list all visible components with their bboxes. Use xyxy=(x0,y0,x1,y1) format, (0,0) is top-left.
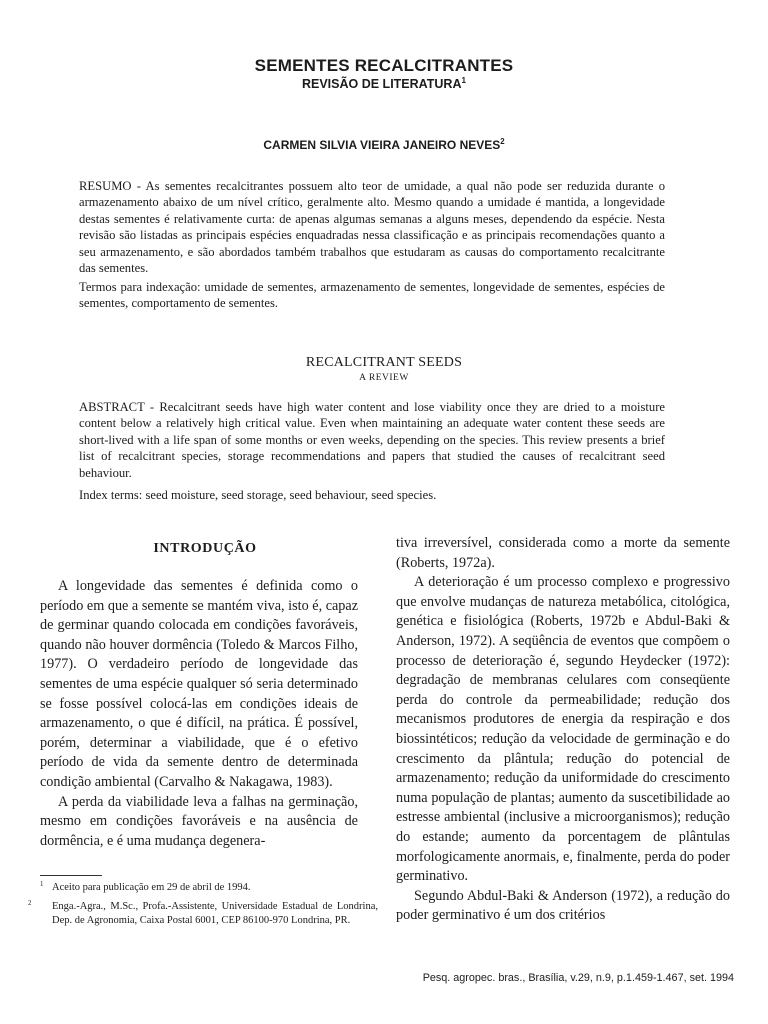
right-column xyxy=(396,534,730,926)
paper-subtitle-text: REVISÃO DE LITERATURA xyxy=(301,77,462,91)
left-column xyxy=(40,577,358,851)
paper-title: SEMENTES RECALCITRANTES xyxy=(254,56,514,75)
termos-para-indexacao: Termos para indexação: umidade de sementes, armazenamento de sementes, longevidade de sementes, espécies de sementes, comportamento de sementes. xyxy=(79,280,665,311)
abstract-text: - Recalcitrant seeds have high water content and lose viability once they are dried to a moisture content below a relatively high critical value. Even when maintaining an adequate water content these seeds are short-lived with a life span of some months or even weeks, depending on the species. This review presents a brief list of recalcitrant species, storage recommendations and papers that studied the causes of recalcitrant seed behaviour. xyxy=(79,400,665,480)
footnote-divider xyxy=(40,875,102,876)
author-name: CARMEN SILVIA VIEIRA JANEIRO NEVES xyxy=(263,138,501,152)
body-paragraph: A longevidade das sementes é definida como o período em que a semente se mantém viva, isto é, capaz de germinar quando colocada em condições favoráveis, quando não houver dormência (Toledo & Marcos Filho, 1977). O verdadeiro período de longevidade das sementes de uma espécie qualquer só seria determinado se fosse possível colocá-las em condições ideais de armazenamento, o que é difícil, na prática. É possível, porém, determinar a viabilidade, que é o efetivo período de vida da semente dentro de determinada condição ambiental (Carvalho & Nakagawa, 1983). xyxy=(40,578,358,790)
abstract-paragraph xyxy=(79,399,665,481)
footnote-text: Aceito para publicação em 29 de abril de 1994. xyxy=(52,882,251,893)
english-subtitle: A REVIEW xyxy=(359,373,409,383)
footnote-text: Enga.-Agra., M.Sc., Profa.-Assistente, Universidade Estadual de Londrina, Dep. de Agronomia, Caixa Postal 6001, CEP 86100-970 Londrina, PR. xyxy=(52,901,378,926)
footnote-2: $^2$ Enga.-Agra., M.Sc., Profa.-Assistente, Universidade Estadual de Londrina, Dep. de Agronomia, Caixa Postal 6001, CEP 86100-970 Londrina, PR. xyxy=(28,899,378,926)
body-paragraph: Segundo Abdul-Baki & Anderson (1972), a redução do poder germinativo é um dos critérios xyxy=(396,887,730,924)
subtitle-footnote-mark: 1 xyxy=(461,75,466,85)
journal-citation-footer: Pesq. agropec. bras., Brasília, v.29, n.9, p.1.459-1.467, set. 1994 xyxy=(422,972,734,984)
body-paragraph: A deterioração é um processo complexo e progressivo que envolve mudanças de natureza metabólica, citológica, genética e fisiológica (Roberts, 1972b e Abdul-Baki & Anderson, 1972). A seqüência de eventos que compõem o processo de deterioração é, segundo Heydecker (1972): degradação de membranas celulares com conseqüente perda do controle da permeabilidade; redução dos mecanismos produtores de energia da respiração e dos biossintéticos; redução da velocidade de germinação e do crescimento da plântula; redução do potencial de armazenamento; redução da uniformidade do crescimento numa população de plantas; aumento da suscetibilidade ao estresse ambiental (inclusive a microorganismos); redução do estande; aumento da porcentagem de plântulas morfologicamente anormais, e, finalmente, perda do poder germinativo. xyxy=(396,574,730,885)
section-heading-introducao: INTRODUÇÃO xyxy=(153,541,257,556)
footnote-1: $^1$ Aceito para publicação em 29 de abril de 1994. xyxy=(40,880,251,893)
index-terms: Index terms: seed moisture, seed storage, seed behaviour, seed species. xyxy=(79,488,437,502)
body-paragraph-continuation: tiva irreversível, considerada como a morte da semente (Roberts, 1972a). xyxy=(396,535,730,571)
body-paragraph: A perda da viabilidade leva a falhas na germinação, mesmo em condições favoráveis e na ausência de dormência, e é uma mudança degenera- xyxy=(40,793,358,849)
author-line xyxy=(150,138,618,152)
resumo-paragraph xyxy=(79,178,665,276)
english-title: RECALCITRANT SEEDS xyxy=(305,355,463,370)
resumo-text: - As sementes recalcitrantes possuem alto teor de umidade, a qual não pode ser reduzida durante o armazenamento abaixo de um nível crítico, geralmente alto. Mesmo quando a umidade é mantida, a longevidade destas sementes é relativamente curta: de apenas algumas semanas a alguns meses, dependendo da espécie. Nesta revisão são listadas as principais espécies enquadradas nessa classificação e as principais recomendações quanto a seu armazenamento, e são abordados também trabalhos que estudaram as causas do comportamento recalcitrante das sementes. xyxy=(79,179,665,276)
resumo-label: RESUMO xyxy=(79,179,132,193)
paper-subtitle xyxy=(150,77,618,91)
abstract-label: ABSTRACT xyxy=(79,400,145,414)
author-footnote-mark: 2 xyxy=(500,137,505,146)
